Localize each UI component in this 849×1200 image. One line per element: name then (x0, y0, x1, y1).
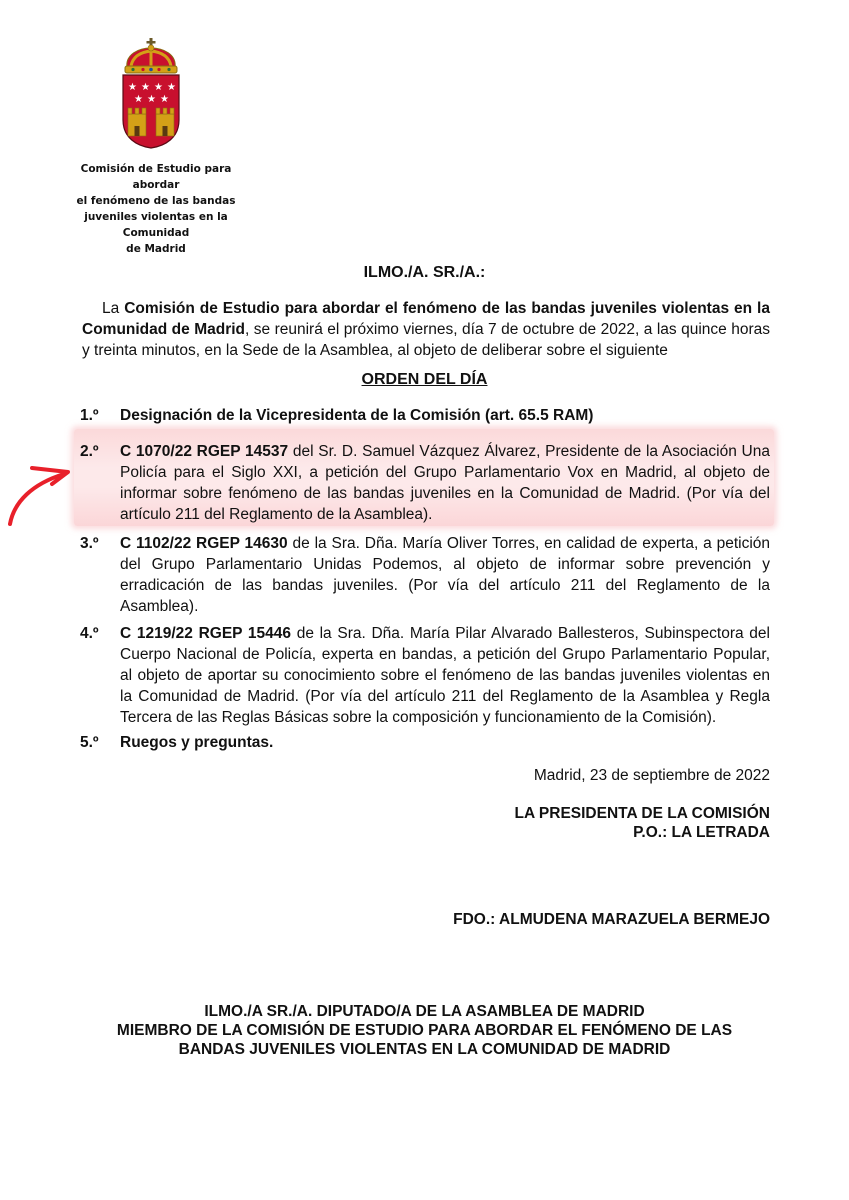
item-number: 4.º (80, 625, 99, 642)
institution-name (56, 161, 256, 257)
agenda-item (80, 732, 770, 753)
svg-text:★: ★ (160, 94, 169, 105)
item-text (120, 732, 770, 753)
item-bold: C 1102/22 RGEP 14630 (120, 535, 288, 552)
item-bold: Designación de la Vicepresidenta de la Comisión (art. 65.5 RAM) (120, 407, 594, 424)
agenda-item (80, 441, 770, 525)
item-body: del Sr. D. Samuel Vázquez Álvarez, Presidente de la Asociación Una Policía para el Siglo XXI, a petición del Grupo Parlamentario Vox en Madrid, al objeto de informar sobre fenómeno de las bandas juveniles en la Comunidad de Madrid. (Por vía del artículo 211 del Reglamento de la Asamblea). (120, 443, 770, 523)
institution-line: juveniles violentas en la Comunidad (84, 211, 228, 239)
svg-text:★: ★ (141, 82, 150, 93)
agenda-title: ORDEN DEL DÍA (361, 371, 488, 388)
red-arrow-icon (6, 462, 72, 528)
signature-block (515, 804, 770, 842)
svg-text:★: ★ (128, 82, 137, 93)
date-line: Madrid, 23 de septiembre de 2022 (533, 767, 770, 784)
addressee-line: ILMO./A SR./A. DIPUTADO/A DE LA ASAMBLEA DE MADRID (204, 1003, 645, 1020)
svg-text:★: ★ (154, 82, 163, 93)
agenda-item (80, 533, 770, 617)
item-text (120, 405, 770, 426)
item-number: 1.º (80, 407, 99, 424)
salutation: ILMO./A. SR./A.: (363, 264, 486, 281)
addressee-block (0, 1002, 849, 1059)
svg-text:★: ★ (134, 94, 143, 105)
item-number: 3.º (80, 535, 99, 552)
item-body: de la Sra. Dña. María Pilar Alvarado Ballesteros, Subinspectora del Cuerpo Nacional de Policía, experta en bandas, a petición del Grupo Parlamentario Popular, al objeto de aportar su conocimiento sobre el fenómeno de las bandas juveniles violentas en la Comunidad de Madrid. (Por vía del artículo 211 del Reglamento de la Asamblea y Regla Tercera de las Reglas Básicas sobre la composición y funcionamiento de la Comisión). (120, 625, 770, 726)
addressee-line: BANDAS JUVENILES VIOLENTAS EN LA COMUNIDAD DE MADRID (178, 1041, 671, 1058)
intro-paragraph (82, 298, 770, 361)
intro-pre: La (102, 300, 125, 317)
agenda-item (80, 623, 770, 728)
institution-line: el fenómeno de las bandas (76, 195, 236, 207)
signed-by: FDO.: ALMUDENA MARAZUELA BERMEJO (453, 911, 770, 928)
signature-subtitle: P.O.: LA LETRADA (633, 824, 770, 841)
item-number: 2.º (80, 443, 99, 460)
signature-title: LA PRESIDENTA DE LA COMISIÓN (514, 805, 770, 822)
institution-line: Comisión de Estudio para abordar (80, 163, 232, 191)
svg-text:★: ★ (147, 94, 156, 105)
agenda-item (80, 405, 770, 426)
item-bold: Ruegos y preguntas. (120, 734, 274, 751)
intro-post: , se reunirá el próximo viernes, día 7 de octubre de 2022, a las quince horas y treinta minutos, en la Sede de la Asamblea, al objeto de deliberar sobre el siguiente (82, 321, 770, 359)
item-text (120, 441, 770, 525)
item-number: 5.º (80, 734, 99, 751)
item-text (120, 533, 770, 617)
svg-text:★: ★ (167, 82, 176, 93)
coat-of-arms-logo (119, 38, 183, 150)
item-body: de la Sra. Dña. María Oliver Torres, en calidad de experta, a petición del Grupo Parlamentario Unidas Podemos, al objeto de informar sobre prevención y erradicación de las bandas juveniles. (Por vía del artículo 211 del Reglamento de la Asamblea). (120, 535, 770, 615)
item-bold: C 1070/22 RGEP 14537 (120, 443, 289, 460)
item-text (120, 623, 770, 728)
item-bold: C 1219/22 RGEP 15446 (120, 625, 292, 642)
addressee-line: MIEMBRO DE LA COMISIÓN DE ESTUDIO PARA ABORDAR EL FENÓMENO DE LAS (116, 1022, 733, 1039)
institution-line: de Madrid (126, 243, 186, 255)
intro-commission-name: Comisión de Estudio para abordar el fenómeno de las bandas juveniles violentas en la Comunidad de Madrid (82, 300, 770, 338)
